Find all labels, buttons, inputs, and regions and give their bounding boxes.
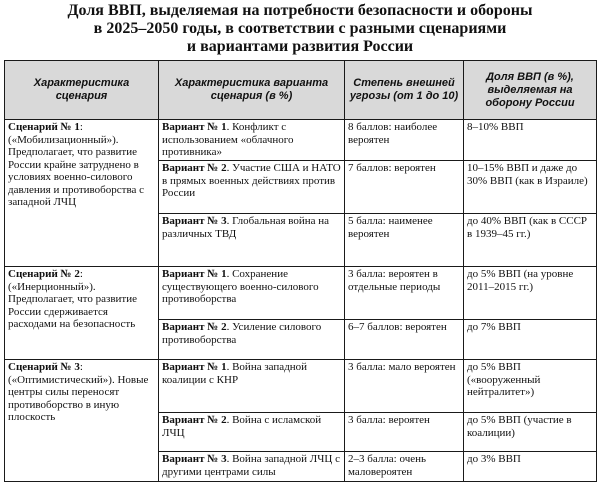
variant-name: Вариант № 2 xyxy=(162,162,227,174)
title-line-2: в 2025–2050 годы, в соответствии с разными сценариями xyxy=(93,20,507,37)
table-row xyxy=(5,267,597,320)
variant-cell xyxy=(159,452,345,482)
variant-desc: . Усиление силового противоборства xyxy=(162,321,322,346)
gdp-cell: 10–15% ВВП и даже до 30% ВВП (как в Израиле) xyxy=(464,161,597,214)
header-gdp: Доля ВВП (в %), выделяемая на оборону России xyxy=(464,61,597,120)
title-line-3: и вариантами развития России xyxy=(186,38,414,55)
table-header-row xyxy=(5,61,597,120)
scenario-desc: : («Оптимистический»). Новые центры силы переносят противоборство в иную плоскость xyxy=(8,361,149,423)
variant-desc: . Сохранение существующего военно-силового противоборства xyxy=(162,268,319,305)
scenario-desc: : («Мобилизационный»). Предполагает, что развитие России крайне затруднено в условиях военно-силового давления и противоборства с западной ЛЧЦ xyxy=(8,121,145,208)
variant-desc: . Война западной ЛЧЦ с другими центрами силы xyxy=(162,453,340,478)
variant-cell xyxy=(159,267,345,320)
threat-cell: 7 баллов: вероятен xyxy=(345,161,464,214)
variant-cell xyxy=(159,120,345,161)
gdp-cell: до 3% ВВП xyxy=(464,452,597,482)
variant-name: Вариант № 1 xyxy=(162,361,227,373)
scenario-desc: : («Инерционный»). Предполагает, что развитие России сдерживается расходами на безопасность xyxy=(8,268,137,330)
table-row xyxy=(5,360,597,413)
variant-desc: . Конфликт с использованием «облачного противника» xyxy=(162,121,294,158)
threat-cell: 3 балла: вероятен xyxy=(345,413,464,452)
variant-name: Вариант № 1 xyxy=(162,268,227,280)
scenario-cell xyxy=(5,267,159,360)
variant-desc: . Глобальная война на различных ТВД xyxy=(162,215,330,240)
variant-cell xyxy=(159,161,345,214)
gdp-cell: 8–10% ВВП xyxy=(464,120,597,161)
table-row xyxy=(5,120,597,161)
variant-cell xyxy=(159,360,345,413)
variant-desc: . Участие США и НАТО в прямых военных действиях против России xyxy=(162,162,341,199)
gdp-cell: до 5% ВВП («вооруженный нейтралитет») xyxy=(464,360,597,413)
title-line-1: Доля ВВП, выделяемая на потребности безопасности и обороны xyxy=(67,2,533,19)
scenario-name: Сценарий № 3 xyxy=(8,361,80,373)
threat-cell: 3 балла: вероятен в отдельные периоды xyxy=(345,267,464,320)
header-scenario: Характеристика сценария xyxy=(5,61,159,120)
variant-name: Вариант № 2 xyxy=(162,414,227,426)
variant-name: Вариант № 3 xyxy=(162,215,227,227)
scenario-name: Сценарий № 2 xyxy=(8,268,80,280)
threat-cell: 2–3 балла: очень маловероятен xyxy=(345,452,464,482)
scenario-name: Сценарий № 1 xyxy=(8,121,80,133)
gdp-cell: до 5% ВВП (участие в коалиции) xyxy=(464,413,597,452)
threat-cell: 5 балла: наименее вероятен xyxy=(345,214,464,267)
variant-cell xyxy=(159,320,345,360)
variant-cell xyxy=(159,214,345,267)
gdp-cell: до 5% ВВП (на уровне 2011–2015 гг.) xyxy=(464,267,597,320)
header-variant: Характеристика варианта сценария (в %) xyxy=(159,61,345,120)
document-title xyxy=(6,2,594,60)
variant-desc: . Война с исламской ЛЧЦ xyxy=(162,414,322,439)
variant-name: Вариант № 1 xyxy=(162,121,227,133)
scenario-cell xyxy=(5,360,159,482)
threat-cell: 3 балла: мало вероятен xyxy=(345,360,464,413)
gdp-cell: до 7% ВВП xyxy=(464,320,597,360)
scenario-table xyxy=(4,60,597,482)
variant-name: Вариант № 2 xyxy=(162,321,227,333)
threat-cell: 6–7 баллов: вероятен xyxy=(345,320,464,360)
header-threat: Степень внешней угрозы (от 1 до 10) xyxy=(345,61,464,120)
threat-cell: 8 баллов: наиболее вероятен xyxy=(345,120,464,161)
variant-cell xyxy=(159,413,345,452)
variant-desc: . Война западной коалиции с КНР xyxy=(162,361,308,386)
scenario-cell xyxy=(5,120,159,267)
variant-name: Вариант № 3 xyxy=(162,453,227,465)
gdp-cell: до 40% ВВП (как в СССР в 1939–45 гг.) xyxy=(464,214,597,267)
